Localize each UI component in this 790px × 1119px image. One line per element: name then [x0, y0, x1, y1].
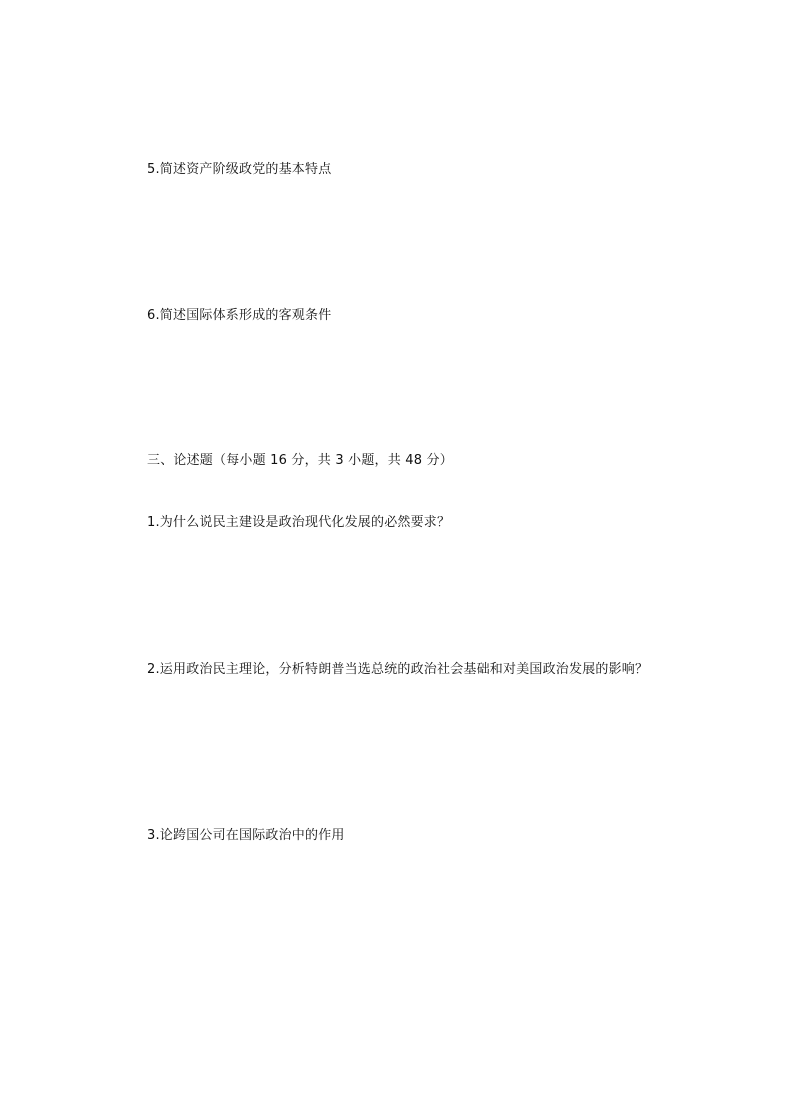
essay-question-1: 1.为什么说民主建设是政治现代化发展的必然要求？ — [147, 515, 451, 530]
essay-question-2: 2.运用政治民主理论，分析特朗普当选总统的政治社会基础和对美国政治发展的影响？ — [147, 662, 649, 677]
question-5-short-answer: 5.简述资产阶级政党的基本特点 — [147, 162, 332, 177]
question-6-short-answer: 6.简述国际体系形成的客观条件 — [147, 308, 332, 323]
section-three-heading: 三、论述题（每小题 16 分，共 3 小题，共 48 分） — [147, 453, 453, 468]
essay-question-3: 3.论跨国公司在国际政治中的作用 — [147, 828, 345, 843]
